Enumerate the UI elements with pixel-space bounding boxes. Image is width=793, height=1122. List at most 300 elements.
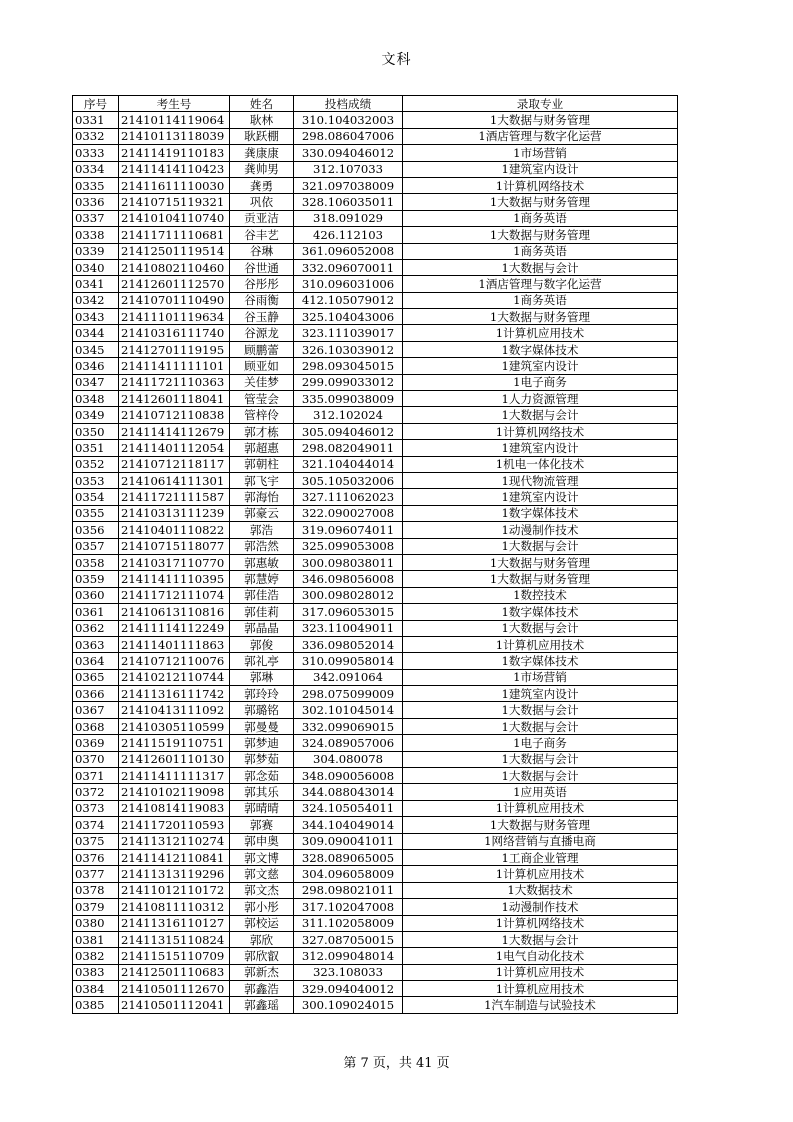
cell-seq: 0382 — [73, 948, 119, 964]
cell-seq: 0351 — [73, 440, 119, 456]
cell-name: 郭申奥 — [230, 833, 294, 849]
cell-major: 1数字媒体技术 — [403, 505, 678, 521]
cell-name: 郭赛 — [230, 817, 294, 833]
cell-name: 郭晶晶 — [230, 620, 294, 636]
cell-major: 1计算机网络技术 — [403, 915, 678, 931]
table-row — [73, 800, 678, 816]
cell-name: 郭鑫瑶 — [230, 997, 294, 1013]
cell-exam-no: 21411312110274 — [119, 833, 230, 849]
cell-score: 300.109024015 — [294, 997, 403, 1013]
header-name: 姓名 — [230, 96, 294, 112]
table-row — [73, 177, 678, 193]
cell-major: 1大数据与会计 — [403, 931, 678, 947]
cell-major: 1建筑室内设计 — [403, 489, 678, 505]
cell-exam-no: 21410712118117 — [119, 456, 230, 472]
cell-score: 322.090027008 — [294, 505, 403, 521]
cell-exam-no: 21412601118041 — [119, 391, 230, 407]
cell-exam-no: 21411711110681 — [119, 227, 230, 243]
cell-score: 304.080078 — [294, 751, 403, 767]
cell-name: 郭璐铭 — [230, 702, 294, 718]
cell-major: 1建筑室内设计 — [403, 440, 678, 456]
cell-name: 郭超惠 — [230, 440, 294, 456]
table-row — [73, 423, 678, 439]
table-row — [73, 997, 678, 1013]
table-row — [73, 653, 678, 669]
cell-seq: 0338 — [73, 227, 119, 243]
cell-major: 1商务英语 — [403, 243, 678, 259]
cell-exam-no: 21411316111742 — [119, 686, 230, 702]
cell-exam-no: 21411101119634 — [119, 309, 230, 325]
cell-name: 郭浩然 — [230, 538, 294, 554]
cell-major: 1大数据与财务管理 — [403, 112, 678, 128]
cell-exam-no: 21411114112249 — [119, 620, 230, 636]
table-row — [73, 325, 678, 341]
table-row — [73, 407, 678, 423]
cell-name: 龚帅男 — [230, 161, 294, 177]
cell-seq: 0359 — [73, 571, 119, 587]
cell-score: 310.096031006 — [294, 276, 403, 292]
table-row — [73, 882, 678, 898]
cell-exam-no: 21410212110744 — [119, 669, 230, 685]
cell-major: 1大数据与财务管理 — [403, 309, 678, 325]
table-row — [73, 849, 678, 865]
table-row — [73, 768, 678, 784]
cell-exam-no: 21411313119296 — [119, 866, 230, 882]
cell-exam-no: 21410802110460 — [119, 259, 230, 275]
cell-score: 298.098021011 — [294, 882, 403, 898]
cell-score: 323.110049011 — [294, 620, 403, 636]
cell-major: 1建筑室内设计 — [403, 686, 678, 702]
cell-score: 328.106035011 — [294, 194, 403, 210]
table-row — [73, 931, 678, 947]
cell-name: 郭朝柱 — [230, 456, 294, 472]
table-row — [73, 669, 678, 685]
cell-major: 1大数据与会计 — [403, 768, 678, 784]
cell-seq: 0345 — [73, 341, 119, 357]
cell-exam-no: 21411316110127 — [119, 915, 230, 931]
cell-seq: 0343 — [73, 309, 119, 325]
cell-major: 1大数据与会计 — [403, 259, 678, 275]
cell-score: 300.098028012 — [294, 587, 403, 603]
table-row — [73, 620, 678, 636]
cell-score: 321.097038009 — [294, 177, 403, 193]
cell-exam-no: 21410715118077 — [119, 538, 230, 554]
cell-seq: 0354 — [73, 489, 119, 505]
cell-score: 299.099033012 — [294, 374, 403, 390]
cell-name: 郭慧婷 — [230, 571, 294, 587]
cell-exam-no: 21410614111301 — [119, 472, 230, 488]
table-row — [73, 571, 678, 587]
cell-exam-no: 21411519110751 — [119, 735, 230, 751]
cell-exam-no: 21411411111317 — [119, 768, 230, 784]
cell-name: 耿林 — [230, 112, 294, 128]
header-exam-no: 考生号 — [119, 96, 230, 112]
cell-seq: 0376 — [73, 849, 119, 865]
table-body — [73, 112, 678, 1013]
cell-name: 关佳梦 — [230, 374, 294, 390]
cell-exam-no: 21410613110816 — [119, 604, 230, 620]
cell-seq: 0360 — [73, 587, 119, 603]
admission-table — [72, 95, 678, 1014]
cell-score: 317.102047008 — [294, 899, 403, 915]
cell-seq: 0361 — [73, 604, 119, 620]
cell-score: 323.108033 — [294, 964, 403, 980]
header-major: 录取专业 — [403, 96, 678, 112]
cell-major: 1大数据与财务管理 — [403, 227, 678, 243]
cell-score: 298.075099009 — [294, 686, 403, 702]
cell-seq: 0367 — [73, 702, 119, 718]
cell-score: 310.104032003 — [294, 112, 403, 128]
cell-exam-no: 21411419110183 — [119, 145, 230, 161]
cell-major: 1动漫制作技术 — [403, 899, 678, 915]
cell-major: 1大数据与会计 — [403, 702, 678, 718]
cell-exam-no: 21410814119083 — [119, 800, 230, 816]
cell-exam-no: 21410316111740 — [119, 325, 230, 341]
cell-exam-no: 21411721110363 — [119, 374, 230, 390]
cell-score: 330.094046012 — [294, 145, 403, 161]
cell-seq: 0365 — [73, 669, 119, 685]
cell-exam-no: 21411721111587 — [119, 489, 230, 505]
cell-major: 1大数据与财务管理 — [403, 571, 678, 587]
cell-major: 1现代物流管理 — [403, 472, 678, 488]
cell-name: 郭念茹 — [230, 768, 294, 784]
table-row — [73, 292, 678, 308]
cell-major: 1电子商务 — [403, 735, 678, 751]
cell-score: 344.104049014 — [294, 817, 403, 833]
cell-score: 304.096058009 — [294, 866, 403, 882]
cell-exam-no: 21411412110841 — [119, 849, 230, 865]
cell-exam-no: 21411611110030 — [119, 177, 230, 193]
cell-major: 1工商企业管理 — [403, 849, 678, 865]
cell-seq: 0336 — [73, 194, 119, 210]
cell-name: 龚康康 — [230, 145, 294, 161]
cell-seq: 0375 — [73, 833, 119, 849]
cell-major: 1数字媒体技术 — [403, 341, 678, 357]
cell-score: 298.086047006 — [294, 128, 403, 144]
cell-name: 龚勇 — [230, 177, 294, 193]
cell-score: 312.102024 — [294, 407, 403, 423]
cell-name: 郭新杰 — [230, 964, 294, 980]
cell-name: 郭海怡 — [230, 489, 294, 505]
cell-name: 郭欣叡 — [230, 948, 294, 964]
cell-major: 1大数据与会计 — [403, 751, 678, 767]
table-row — [73, 341, 678, 357]
table-row — [73, 522, 678, 538]
cell-exam-no: 21411315110824 — [119, 931, 230, 947]
cell-major: 1动漫制作技术 — [403, 522, 678, 538]
cell-major: 1大数据与会计 — [403, 620, 678, 636]
cell-score: 326.103039012 — [294, 341, 403, 357]
cell-name: 郭鑫浩 — [230, 981, 294, 997]
cell-score: 327.087050015 — [294, 931, 403, 947]
cell-exam-no: 21410501112670 — [119, 981, 230, 997]
cell-name: 郭梦迪 — [230, 735, 294, 751]
cell-exam-no: 21411414112679 — [119, 423, 230, 439]
table-row — [73, 981, 678, 997]
cell-exam-no: 21412701119195 — [119, 341, 230, 357]
cell-seq: 0348 — [73, 391, 119, 407]
header-score: 投档成绩 — [294, 96, 403, 112]
cell-seq: 0384 — [73, 981, 119, 997]
cell-major: 1建筑室内设计 — [403, 161, 678, 177]
cell-seq: 0342 — [73, 292, 119, 308]
cell-major: 1酒店管理与数字化运营 — [403, 128, 678, 144]
table-row — [73, 309, 678, 325]
cell-seq: 0379 — [73, 899, 119, 915]
table-row — [73, 784, 678, 800]
cell-score: 346.098056008 — [294, 571, 403, 587]
cell-seq: 0337 — [73, 210, 119, 226]
table-header-row — [73, 96, 678, 112]
cell-name: 贡亚洁 — [230, 210, 294, 226]
table-row — [73, 391, 678, 407]
table-row — [73, 489, 678, 505]
cell-score: 323.111039017 — [294, 325, 403, 341]
table-row — [73, 227, 678, 243]
cell-major: 1计算机网络技术 — [403, 423, 678, 439]
cell-exam-no: 21410501112041 — [119, 997, 230, 1013]
cell-score: 310.099058014 — [294, 653, 403, 669]
cell-score: 332.096070011 — [294, 259, 403, 275]
cell-major: 1机电一体化技术 — [403, 456, 678, 472]
cell-major: 1计算机应用技术 — [403, 636, 678, 652]
cell-exam-no: 21411411110395 — [119, 571, 230, 587]
cell-name: 郭礼亭 — [230, 653, 294, 669]
cell-score: 344.088043014 — [294, 784, 403, 800]
cell-seq: 0370 — [73, 751, 119, 767]
cell-score: 305.105032006 — [294, 472, 403, 488]
cell-name: 顾鹏蕾 — [230, 341, 294, 357]
cell-name: 郭飞宇 — [230, 472, 294, 488]
cell-score: 361.096052008 — [294, 243, 403, 259]
table-row — [73, 686, 678, 702]
cell-name: 郭小彤 — [230, 899, 294, 915]
cell-name: 郭才栋 — [230, 423, 294, 439]
cell-name: 郭晴晴 — [230, 800, 294, 816]
cell-name: 郭玲玲 — [230, 686, 294, 702]
cell-exam-no: 21411414110423 — [119, 161, 230, 177]
cell-score: 332.099069015 — [294, 718, 403, 734]
cell-major: 1酒店管理与数字化运营 — [403, 276, 678, 292]
cell-seq: 0371 — [73, 768, 119, 784]
table-row — [73, 554, 678, 570]
cell-seq: 0377 — [73, 866, 119, 882]
cell-seq: 0355 — [73, 505, 119, 521]
cell-seq: 0347 — [73, 374, 119, 390]
cell-exam-no: 21411401111863 — [119, 636, 230, 652]
cell-name: 郭琳 — [230, 669, 294, 685]
cell-name: 郭文杰 — [230, 882, 294, 898]
cell-score: 327.111062023 — [294, 489, 403, 505]
cell-seq: 0352 — [73, 456, 119, 472]
cell-name: 郭浩 — [230, 522, 294, 538]
cell-seq: 0346 — [73, 358, 119, 374]
table-row — [73, 833, 678, 849]
header-seq: 序号 — [73, 96, 119, 112]
cell-seq: 0378 — [73, 882, 119, 898]
cell-score: 298.093045015 — [294, 358, 403, 374]
cell-seq: 0357 — [73, 538, 119, 554]
table-row — [73, 161, 678, 177]
cell-score: 324.105054011 — [294, 800, 403, 816]
cell-score: 319.096074011 — [294, 522, 403, 538]
cell-seq: 0331 — [73, 112, 119, 128]
page-footer: 第 7 页，共 41 页 — [343, 1056, 450, 1071]
cell-name: 郭豪云 — [230, 505, 294, 521]
cell-score: 336.098052014 — [294, 636, 403, 652]
cell-major: 1汽车制造与试验技术 — [403, 997, 678, 1013]
cell-seq: 0368 — [73, 718, 119, 734]
cell-seq: 0358 — [73, 554, 119, 570]
cell-seq: 0344 — [73, 325, 119, 341]
cell-seq: 0333 — [73, 145, 119, 161]
cell-name: 谷琳 — [230, 243, 294, 259]
cell-major: 1人力资源管理 — [403, 391, 678, 407]
cell-seq: 0385 — [73, 997, 119, 1013]
cell-score: 318.091029 — [294, 210, 403, 226]
table-row — [73, 636, 678, 652]
table-row — [73, 358, 678, 374]
cell-score: 312.099048014 — [294, 948, 403, 964]
cell-seq: 0353 — [73, 472, 119, 488]
cell-name: 郭文博 — [230, 849, 294, 865]
cell-name: 谷玉静 — [230, 309, 294, 325]
cell-name: 管莹会 — [230, 391, 294, 407]
cell-exam-no: 21411720110593 — [119, 817, 230, 833]
table-row — [73, 112, 678, 128]
cell-major: 1大数据与财务管理 — [403, 554, 678, 570]
cell-score: 342.091064 — [294, 669, 403, 685]
table-row — [73, 194, 678, 210]
table-row — [73, 440, 678, 456]
cell-score: 311.102058009 — [294, 915, 403, 931]
table-row — [73, 210, 678, 226]
cell-name: 郭佳浩 — [230, 587, 294, 603]
cell-seq: 0364 — [73, 653, 119, 669]
cell-major: 1市场营销 — [403, 145, 678, 161]
cell-score: 426.112103 — [294, 227, 403, 243]
cell-score: 305.094046012 — [294, 423, 403, 439]
cell-exam-no: 21410401110822 — [119, 522, 230, 538]
cell-seq: 0335 — [73, 177, 119, 193]
cell-score: 348.090056008 — [294, 768, 403, 784]
table-row — [73, 718, 678, 734]
table-row — [73, 751, 678, 767]
cell-score: 325.104043006 — [294, 309, 403, 325]
cell-exam-no: 21411515110709 — [119, 948, 230, 964]
cell-name: 郭文慈 — [230, 866, 294, 882]
cell-seq: 0356 — [73, 522, 119, 538]
cell-name: 郭梦茹 — [230, 751, 294, 767]
cell-major: 1电气自动化技术 — [403, 948, 678, 964]
cell-major: 1计算机应用技术 — [403, 866, 678, 882]
cell-name: 郭曼曼 — [230, 718, 294, 734]
cell-name: 谷彤彤 — [230, 276, 294, 292]
cell-major: 1市场营销 — [403, 669, 678, 685]
cell-name: 谷世通 — [230, 259, 294, 275]
cell-name: 郭其乐 — [230, 784, 294, 800]
cell-name: 谷雨衡 — [230, 292, 294, 308]
cell-seq: 0369 — [73, 735, 119, 751]
table-row — [73, 145, 678, 161]
table-row — [73, 505, 678, 521]
cell-name: 郭惠敏 — [230, 554, 294, 570]
cell-major: 1计算机应用技术 — [403, 981, 678, 997]
cell-major: 1大数据与财务管理 — [403, 817, 678, 833]
cell-major: 1网络营销与直播电商 — [403, 833, 678, 849]
table-row — [73, 456, 678, 472]
cell-score: 335.099038009 — [294, 391, 403, 407]
cell-exam-no: 21410114119064 — [119, 112, 230, 128]
cell-major: 1应用英语 — [403, 784, 678, 800]
cell-name: 谷丰艺 — [230, 227, 294, 243]
cell-seq: 0380 — [73, 915, 119, 931]
table-row — [73, 948, 678, 964]
cell-major: 1数字媒体技术 — [403, 653, 678, 669]
cell-exam-no: 21410104110740 — [119, 210, 230, 226]
cell-exam-no: 21410313111239 — [119, 505, 230, 521]
cell-seq: 0373 — [73, 800, 119, 816]
cell-exam-no: 21410102119098 — [119, 784, 230, 800]
cell-score: 312.107033 — [294, 161, 403, 177]
cell-score: 300.098038011 — [294, 554, 403, 570]
table-row — [73, 866, 678, 882]
cell-seq: 0349 — [73, 407, 119, 423]
table-row — [73, 964, 678, 980]
cell-exam-no: 21411012110172 — [119, 882, 230, 898]
cell-name: 郭欣 — [230, 931, 294, 947]
cell-major: 1计算机应用技术 — [403, 325, 678, 341]
cell-exam-no: 21411411111101 — [119, 358, 230, 374]
cell-seq: 0374 — [73, 817, 119, 833]
table-row — [73, 472, 678, 488]
table-row — [73, 128, 678, 144]
cell-seq: 0340 — [73, 259, 119, 275]
cell-major: 1大数据技术 — [403, 882, 678, 898]
table-row — [73, 259, 678, 275]
cell-name: 顾亚如 — [230, 358, 294, 374]
table-row — [73, 243, 678, 259]
cell-name: 管梓伶 — [230, 407, 294, 423]
cell-major: 1大数据与财务管理 — [403, 194, 678, 210]
cell-seq: 0341 — [73, 276, 119, 292]
cell-exam-no: 21410715119321 — [119, 194, 230, 210]
cell-name: 巩依 — [230, 194, 294, 210]
cell-major: 1大数据与会计 — [403, 718, 678, 734]
cell-score: 321.104044014 — [294, 456, 403, 472]
cell-score: 412.105079012 — [294, 292, 403, 308]
cell-major: 1商务英语 — [403, 292, 678, 308]
cell-seq: 0381 — [73, 931, 119, 947]
cell-score: 329.094040012 — [294, 981, 403, 997]
cell-exam-no: 21410712110076 — [119, 653, 230, 669]
cell-name: 郭佳莉 — [230, 604, 294, 620]
cell-seq: 0383 — [73, 964, 119, 980]
cell-score: 298.082049011 — [294, 440, 403, 456]
table-row — [73, 538, 678, 554]
cell-score: 302.101045014 — [294, 702, 403, 718]
cell-exam-no: 21412501119514 — [119, 243, 230, 259]
cell-name: 郭校运 — [230, 915, 294, 931]
cell-seq: 0339 — [73, 243, 119, 259]
page-title: 文科 — [381, 52, 412, 68]
cell-seq: 0350 — [73, 423, 119, 439]
table-row — [73, 735, 678, 751]
cell-exam-no: 21410305110599 — [119, 718, 230, 734]
cell-major: 1计算机应用技术 — [403, 800, 678, 816]
cell-exam-no: 21410811110312 — [119, 899, 230, 915]
table-row — [73, 817, 678, 833]
